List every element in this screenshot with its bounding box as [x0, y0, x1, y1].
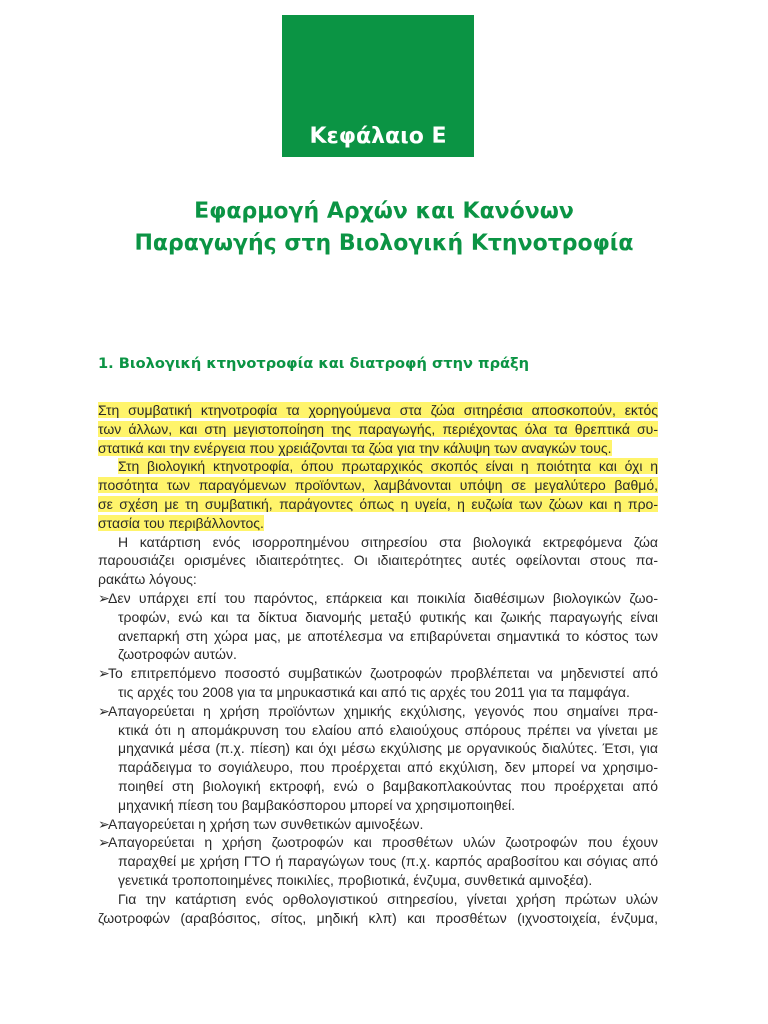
chapter-label: Κεφάλαιο Ε [309, 124, 447, 149]
arrow-bullet-icon: ➢ [98, 702, 110, 719]
text-line [98, 401, 658, 420]
bullet-text: Το επιτρεπόμενο ποσοστό συμβατικών ζωοτροφών προβλέπεται να μηδενιστεί από [108, 665, 658, 682]
text-line: τροφών, ενώ και τα δίκτυα διανομής μεταξύ φυτικής και ζωικής παραγωγής είναι [118, 608, 658, 625]
text-line: Για την κατάρτιση ενός ορθολογιστικού σιτηρεσίου, γίνεται χρήση πρώτων υλών [118, 890, 658, 907]
text-line: τις αρχές του 2008 για τα μηρυκαστικά και από τις αρχές του 2011 για τα παμφάγα. [118, 683, 630, 700]
chapter-banner [282, 15, 474, 157]
body-text [98, 401, 658, 927]
highlighted-text: Στη βιολογική κτηνοτροφία, όπου πρωταρχικός σκοπός είναι η ποιότητα και όχι η [118, 458, 658, 475]
text-line: παρουσιάζει ορισμένες ιδιαιτερότητες. Οι ιδιαιτερότητες αυτές οφείλονται στους πα- [98, 552, 658, 569]
highlighted-text: των άλλων, και στη μεγιστοποίηση της παραγωγής, περιέχοντας όλα τα θρεπτικά συ- [98, 420, 658, 437]
text-line: μηχανικά μέσα (π.χ. πίεση) και όχι μέσω εκχύλισης με οργανικούς διαλύτες. Έτσι, για [118, 740, 658, 757]
section-heading: 1. Βιολογική κτηνοτροφία και διατροφή στην πράξη [98, 355, 530, 372]
text-line [98, 514, 658, 533]
bullet-line [98, 589, 658, 608]
highlighted-text: ποσότητα των παραγόμενων προϊόντων, λαμβάνονται υπόψη σε μεγαλύτερο βαθμό, [98, 477, 658, 494]
highlighted-text: Στη συμβατική κτηνοτροφία τα χορηγούμενα στα ζώα σιτηρέσια αποσκοπούν, εκτός [98, 402, 658, 418]
text-line: ρακάτω λόγους: [98, 571, 197, 588]
text-line: ποιηθεί στη βιολογική εκτροφή, ενώ ο βαμβακοπλακούντας που προέρχεται από [118, 777, 658, 794]
text-line: ζωοτροφών αυτών. [118, 646, 237, 663]
text-line: παράδειγμα το σογιάλευρο, που προέρχεται από εκχύλιση, δεν μπορεί να χρησιμο- [118, 759, 658, 776]
bullet-line [98, 702, 658, 721]
arrow-bullet-icon: ➢ [98, 665, 110, 682]
bullet-text: Απαγορεύεται η χρήση προϊόντων χημικής εκχύλισης, γεγονός που σημαίνει πρα- [108, 702, 658, 719]
page-title-line-2: Παραγωγής στη Βιολογική Κτηνοτροφία [134, 231, 634, 256]
text-line [98, 457, 658, 476]
text-line [98, 420, 658, 439]
bullet-line [98, 833, 658, 852]
highlighted-text: στασία του περιβάλλοντος. [98, 514, 264, 531]
page-title-line-1: Εφαρμογή Αρχών και Κανόνων [194, 199, 574, 224]
text-line: γενετικά τροποποιημένες ποικιλίες, προβιοτικά, ένζυμα, συνθετικά αμινοξέα). [118, 871, 593, 888]
text-line [98, 439, 658, 458]
text-line [98, 476, 658, 495]
bullet-text: Απαγορεύεται η χρήση των συνθετικών αμινοξέων. [108, 815, 424, 832]
text-line: ανεπαρκή στη χώρα μας, με αποτέλεσμα να επιβαρύνεται σημαντικά το κόστος των [118, 627, 658, 644]
bullet-line [98, 664, 658, 683]
text-line: παραχθεί με χρήση ΓΤΟ ή παραγώγων τους (π.χ. καρπός αραβοσίτου και σόγιας από [118, 853, 658, 870]
text-line: Η κατάρτιση ενός ισορροπημένου σιτηρεσίου στα βιολογικά εκτρεφόμενα ζώα [118, 533, 658, 550]
highlighted-text: στατικά και την ενέργεια που χρειάζονται τα ζώα για την κάλυψη των αναγκών τους. [98, 439, 612, 456]
text-line: μηχανική πίεση του βαμβακόσπορου μπορεί να χρησιμοποιηθεί. [118, 796, 516, 813]
arrow-bullet-icon: ➢ [98, 834, 110, 851]
text-line [98, 495, 658, 514]
bullet-text: Δεν υπάρχει επί του παρόντος, επάρκεια και ποικιλία διαθέσιμων βιολογικών ζωο- [108, 589, 658, 606]
highlighted-text: σε σχέση με τη συμβατική, παράγοντες όπως η υγεία, η ευζωία των ζώων και η προ- [98, 495, 658, 512]
text-line: ζωοτροφών (αραβόσιτος, σίτος, μηδική κλπ) και προσθέτων (ιχνοστοιχεία, ένζυμα, [98, 909, 658, 926]
bullet-text: Απαγορεύεται η χρήση ζωοτροφών και προσθέτων υλών ζωοτροφών που έχουν [108, 834, 658, 851]
arrow-bullet-icon: ➢ [98, 815, 110, 832]
page-title [60, 196, 708, 260]
bullet-line [98, 815, 658, 834]
arrow-bullet-icon: ➢ [98, 589, 110, 606]
text-line: κτικά ότι η απομάκρυνση του ελαίου από ελαιούχους σπόρους πρέπει να γίνεται με [118, 721, 658, 738]
